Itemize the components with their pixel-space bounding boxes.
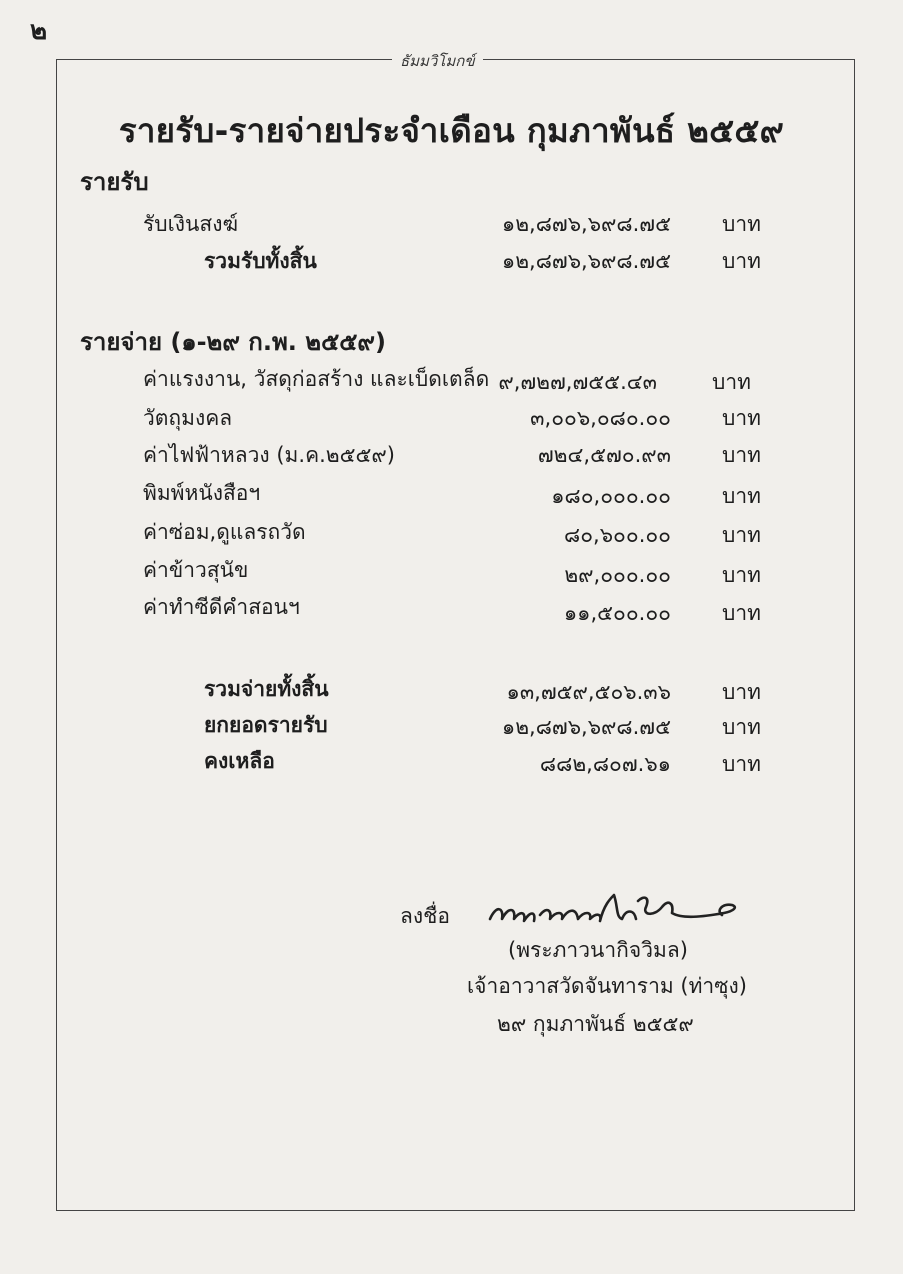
carry-forward-amount: ๑๒,๘๗๖,๖๙๘.๗๕ — [501, 715, 671, 739]
unit-label: บาท — [722, 523, 761, 547]
income-item-label: รับเงินสงฆ์ — [143, 212, 239, 236]
unit-label: บาท — [722, 563, 761, 587]
income-total-amount: ๑๒,๘๗๖,๖๙๘.๗๕ — [501, 249, 671, 273]
income-total-label: รวมรับทั้งสิ้น — [204, 249, 317, 273]
page-number: ๒ — [30, 16, 48, 46]
sign-label: ลงชื่อ — [400, 904, 450, 928]
balance-label: คงเหลือ — [204, 749, 275, 773]
signatory-position: เจ้าอาวาสวัดจันทาราม (ท่าซุง) — [467, 974, 747, 998]
unit-label: บาท — [722, 715, 761, 739]
publication-header: ธัมมวิโมกข์ — [392, 49, 483, 73]
expense-total-label: รวมจ่ายทั้งสิ้น — [204, 677, 329, 701]
expense-item-label: ค่าไฟฟ้าหลวง (ม.ค.๒๕๕๙) — [143, 443, 395, 467]
expense-item-amount: ๑๑,๕๐๐.๐๐ — [563, 601, 671, 625]
expense-item-amount: ๒๙,๐๐๐.๐๐ — [564, 563, 671, 587]
expense-item-amount: ๑๘๐,๐๐๐.๐๐ — [551, 484, 671, 508]
unit-label: บาท — [722, 680, 761, 704]
expense-item-amount: ๙,๗๒๗,๗๕๕.๔๓ — [498, 370, 657, 394]
report-title: รายรับ-รายจ่ายประจำเดือน กุมภาพันธ์ ๒๕๕๙ — [118, 111, 785, 150]
expense-item-label: วัตถุมงคล — [143, 406, 233, 430]
expense-item-amount: ๘๐,๖๐๐.๐๐ — [564, 523, 671, 547]
unit-label: บาท — [722, 249, 761, 273]
signatory-name: (พระภาวนากิจวิมล) — [508, 938, 688, 962]
carry-forward-label: ยกยอดรายรับ — [204, 713, 328, 737]
unit-label: บาท — [722, 443, 761, 467]
income-heading: รายรับ — [80, 168, 149, 196]
expense-item-label: ค่าทำซีดีคำสอนฯ — [143, 595, 300, 619]
expense-item-amount: ๓,๐๐๖,๐๘๐.๐๐ — [530, 406, 671, 430]
expense-item-label: ค่าข้าวสุนัข — [143, 558, 249, 582]
unit-label: บาท — [722, 212, 761, 236]
expense-heading: รายจ่าย (๑-๒๙ ก.พ. ๒๕๕๙) — [80, 328, 386, 356]
unit-label: บาท — [722, 601, 761, 625]
expense-item-label: ค่าแรงงาน, วัสดุก่อสร้าง และเบ็ดเตล็ด — [143, 367, 490, 391]
expense-item-label: ค่าซ่อม,ดูแลรถวัด — [143, 520, 306, 544]
unit-label: บาท — [712, 370, 751, 394]
handwritten-signature — [486, 885, 756, 933]
unit-label: บาท — [722, 484, 761, 508]
unit-label: บาท — [722, 752, 761, 776]
expense-total-amount: ๑๓,๗๕๙,๕๐๖.๓๖ — [506, 680, 671, 704]
signature-date: ๒๙ กุมภาพันธ์ ๒๕๕๙ — [497, 1012, 694, 1036]
expense-item-amount: ๗๒๔,๕๗๐.๙๓ — [537, 443, 671, 467]
balance-amount: ๘๘๒,๘๐๗.๖๑ — [539, 752, 671, 776]
unit-label: บาท — [722, 406, 761, 430]
expense-item-label: พิมพ์หนังสือฯ — [143, 481, 261, 505]
income-item-amount: ๑๒,๘๗๖,๖๙๘.๗๕ — [501, 212, 671, 236]
